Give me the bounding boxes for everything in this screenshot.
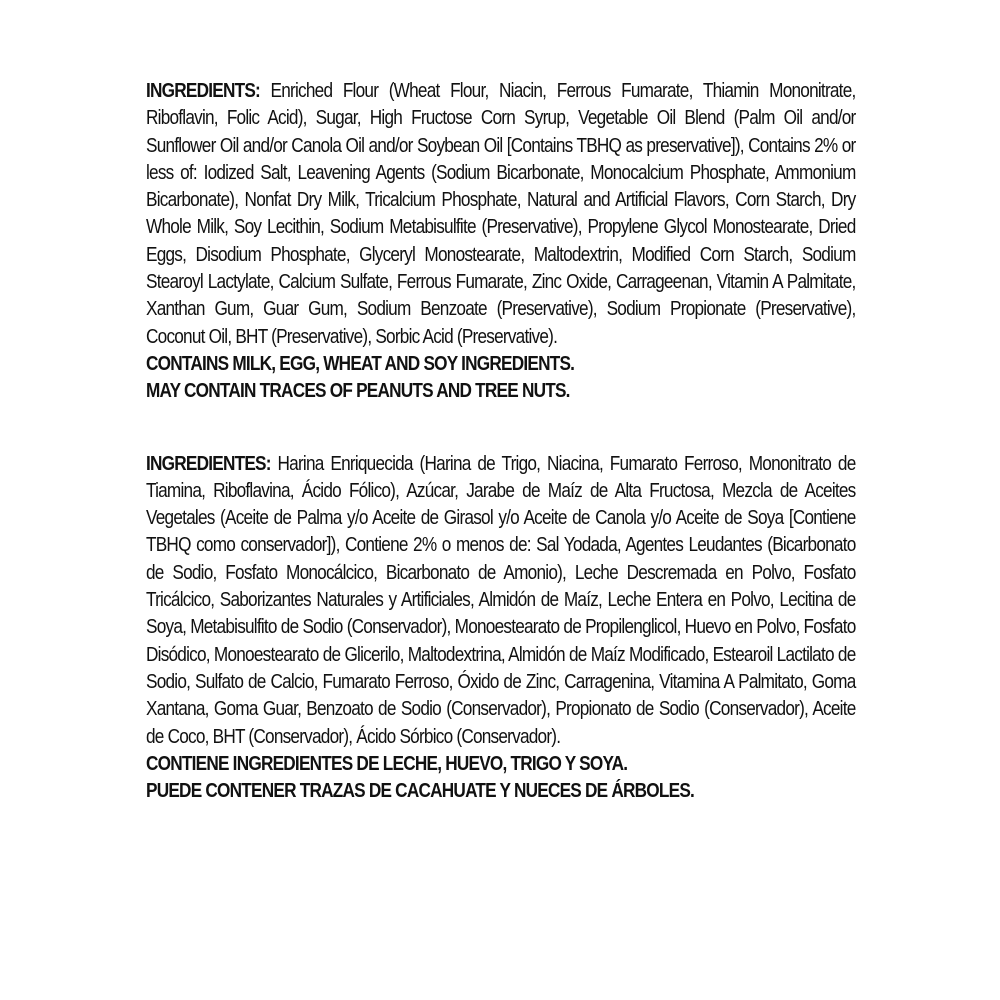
ingredients-spanish (146, 451, 856, 806)
ingredients-list-spanish: Harina Enriquecida (Harina de Trigo, Niacina, Fumarato Ferroso, Mononitrato de Tiamina, Riboflavina, Ácido Fólico), Azúcar, Jarabe de Maíz de Alta Fructosa, Mezcla de Aceites Vegetales (Aceite de Palma y/o Aceite de Girasol y/o Aceite de Canola y/o Aceite de Soya [Contiene TBHQ como conservador]), Contiene 2% o menos de: Sal Yodada, Agentes Leudantes (Bicarbonato de Sodio, Fosfato Monocálcico, Bicarbonato de Amonio), Leche Descremada en Polvo, Fosfato Tricálcico, Saborizantes Naturales y Artificiales, Almidón de Maíz, Leche Entera en Polvo, Lecitina de Soya, Metabisulfito de Sodio (Conservador), Monoestearato de Propilenglicol, Huevo en Polvo, Fosfato Disódico, Monoestearato de Glicerilo, Maltodextrina, Almidón de Maíz Modificado, Estearoil Lactilato de Sodio, Sulfato de Calcio, Fumarato Ferroso, Óxido de Zinc, Carragenina, Vitamina A Palmitato, Goma Xantana, Goma Guar, Benzoato de Sodio (Conservador), Propionato de Sodio (Conservador), Aceite de Coco, BHT (Conservador), Ácido Sórbico (Conservador). (146, 452, 856, 748)
ingredients-heading-spanish: INGREDIENTES: (146, 452, 271, 475)
allergen-may-contain-english: MAY CONTAIN TRACES OF PEANUTS AND TREE NUTS. (146, 380, 570, 403)
ingredient-label (146, 78, 856, 805)
ingredients-list-english: Enriched Flour (Wheat Flour, Niacin, Ferrous Fumarate, Thiamin Mononitrate, Riboflavin, Folic Acid), Sugar, High Fructose Corn Syrup, Vegetable Oil Blend (Palm Oil and/or Sunflower Oil and/or Canola Oil and/or Soybean Oil [Contains TBHQ as preservative]), Contains 2% or less of: Iodized Salt, Leavening Agents (Sodium Bicarbonate, Monocalcium Phosphate, Ammonium Bicarbonate), Nonfat Dry Milk, Tricalcium Phosphate, Natural and Artificial Flavors, Corn Starch, Dry Whole Milk, Soy Lecithin, Sodium Metabisulfite (Preservative), Propylene Glycol Monostearate, Dried Eggs, Disodium Phosphate, Glyceryl Monostearate, Maltodextrin, Modified Corn Starch, Sodium Stearoyl Lactylate, Calcium Sulfate, Ferrous Fumarate, Zinc Oxide, Carrageenan, Vitamin A Palmitate, Xanthan Gum, Guar Gum, Sodium Benzoate (Preservative), Sodium Propionate (Preservative), Coconut Oil, BHT (Preservative), Sorbic Acid (Preservative). (146, 80, 856, 348)
allergen-may-contain-spanish: PUEDE CONTENER TRAZAS DE CACAHUATE Y NUECES DE ÁRBOLES. (146, 780, 695, 803)
ingredients-english (146, 78, 856, 406)
allergen-contains-spanish: CONTIENE INGREDIENTES DE LECHE, HUEVO, TRIGO Y SOYA. (146, 752, 628, 775)
allergen-contains-english: CONTAINS MILK, EGG, WHEAT AND SOY INGREDIENTS. (146, 352, 575, 375)
ingredients-heading-english: INGREDIENTS: (146, 80, 260, 102)
